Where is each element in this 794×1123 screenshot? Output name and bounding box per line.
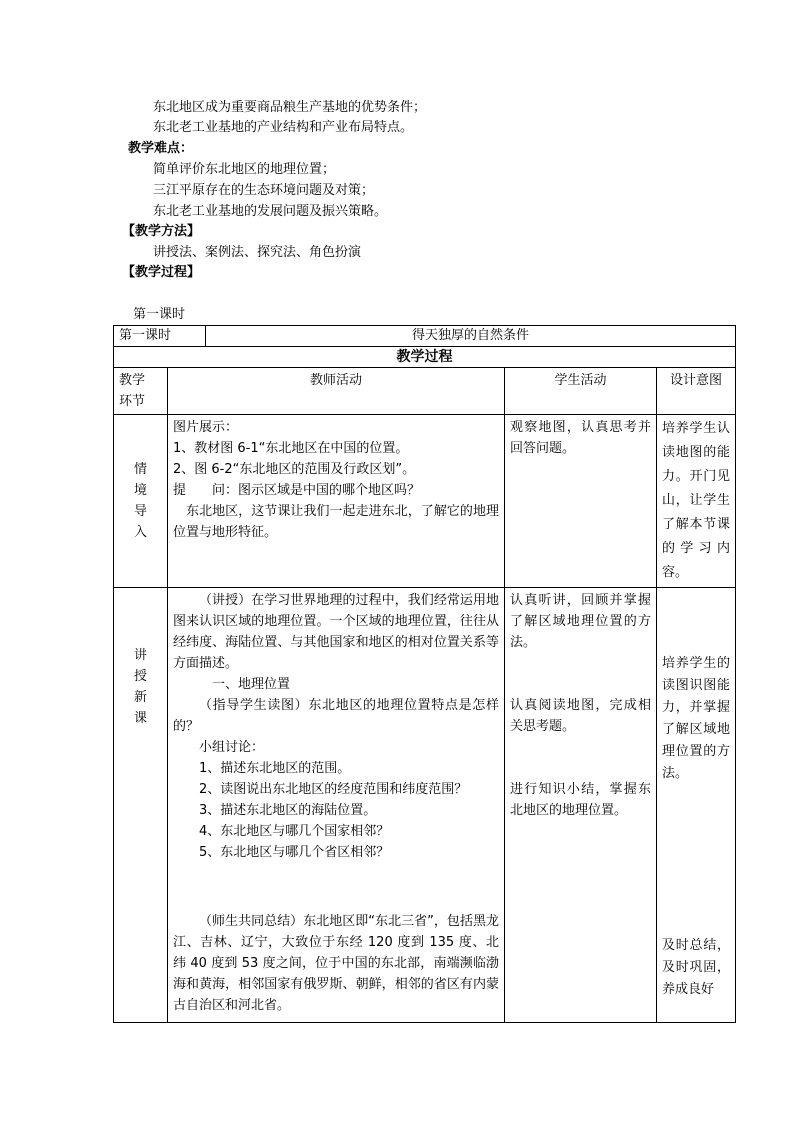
section1-step-char: 境 xyxy=(133,483,147,498)
section2-step-char: 新 xyxy=(133,690,147,705)
section2-teacher-question: 2、读图说出东北地区的经度范围和纬度范围？ xyxy=(199,782,468,797)
section1-teacher-line: 东北地区，这节课让我们一起走进东北，了解它的地理位置与地形特征。 xyxy=(173,504,500,540)
header-teacher: 教师活动 xyxy=(168,368,505,415)
spacer xyxy=(662,785,730,935)
spacer xyxy=(510,758,651,779)
section1-teacher-line: 提 问：图示区域是中国的哪个地区吗？ xyxy=(173,483,421,498)
section1-teacher-line: 1、教材图 6-1“东北地区在中国的位置。 xyxy=(173,441,409,456)
section2-teacher-guide: （指导学生读图）东北地区的地理位置特点是怎样的？ xyxy=(173,698,500,734)
teaching-process-table xyxy=(113,325,736,1023)
difficulty-item-2: 三江平原存在的生态环境问题及对策； xyxy=(153,183,375,198)
section2-student-note: 认真听讲，回顾并掌握了解区域地理位置的方法。 xyxy=(510,593,652,650)
section2-step-char: 授 xyxy=(133,669,147,684)
section1-step xyxy=(114,415,168,588)
spacer xyxy=(510,653,651,674)
section1-step-char: 入 xyxy=(133,525,147,540)
header-student: 学生活动 xyxy=(505,368,657,415)
section1-intent: 培养学生认读地图的能力。开门见山，让学生了解本节课的学习内容。 xyxy=(657,415,736,588)
spacer xyxy=(662,590,730,611)
spacer xyxy=(510,674,651,695)
section2-teacher xyxy=(168,588,505,1023)
lesson-label: 第一课时 xyxy=(133,307,186,322)
section2-intent-note: 培养学生的读图识图能力，并掌握了解区域地理位置的方法。 xyxy=(662,656,731,781)
section2-teacher-question: 5、东北地区与哪几个省区相邻？ xyxy=(199,845,390,860)
section2-step-char: 讲 xyxy=(133,648,147,663)
section2-teacher-intro: （讲授）在学习世界地理的过程中，我们经常运用地图来认识区域的地理位置。一个区域的地理位置，往往从经纬度、海陆位置、与其他国家和地区的相对位置关系等方面描述。 xyxy=(173,593,500,671)
section1-teacher-line: 图片展示： xyxy=(173,420,239,435)
method-heading: 【教学方法】 xyxy=(122,224,201,239)
method-text: 讲授法、案例法、探究法、角色扮演 xyxy=(153,245,362,260)
difficulty-heading: 教学难点： xyxy=(128,141,194,156)
spacer xyxy=(662,632,730,653)
section2-teacher-question: 4、东北地区与哪几个国家相邻？ xyxy=(199,824,390,839)
header-step-text: 教学环节 xyxy=(119,373,146,409)
spacer xyxy=(173,884,499,905)
process-heading: 【教学过程】 xyxy=(122,265,201,280)
section2-step-char: 课 xyxy=(133,711,147,726)
section2-teacher-discuss: 小组讨论： xyxy=(199,740,265,755)
spacer xyxy=(510,737,651,758)
section2-teacher-summary: （师生共同总结）东北地区即“东北三省”，包括黑龙江、吉林、辽宁，大致位于东经 120 度到 135 度、北纬 40 度到 53 度之间，位于中国的东北部，南端濒临渤海和黄海，相邻国家有俄罗斯、朝鲜，相邻的省区有内蒙古自治区和河北省。 xyxy=(173,914,500,1013)
section1-teacher-line: 2、图 6-2“东北地区的范围及行政区划”。 xyxy=(173,462,416,477)
section2-step xyxy=(114,588,168,1023)
header-intent: 设计意图 xyxy=(657,368,736,415)
section2-student-note: 进行知识小结，掌握东北地区的地理位置。 xyxy=(510,782,652,818)
lesson-cell: 第一课时 xyxy=(114,326,206,347)
section2-student xyxy=(505,588,657,1023)
process-title-cell: 教学过程 xyxy=(114,347,736,368)
section1-step-char: 导 xyxy=(133,504,147,519)
spacer xyxy=(173,863,499,884)
section2-teacher-question: 1、描述东北地区的范围。 xyxy=(199,761,351,776)
section2-teacher-subtitle: 一、地理位置 xyxy=(212,677,291,692)
header-step xyxy=(114,368,168,415)
key-point-line-2: 东北老工业基地的产业结构和产业布局特点。 xyxy=(153,120,414,135)
section2-intent-note: 及时总结，及时巩固，养成良好 xyxy=(662,938,731,997)
section1-student: 观察地图，认真思考并回答问题。 xyxy=(505,415,657,588)
spacer xyxy=(662,611,730,632)
section2-student-note: 认真阅读地图，完成相关思考题。 xyxy=(510,698,652,734)
difficulty-item-1: 简单评价东北地区的地理位置； xyxy=(153,162,336,177)
section2-intent xyxy=(657,588,736,1023)
section2-teacher-question: 3、描述东北地区的海陆位置。 xyxy=(199,803,377,818)
difficulty-item-3: 东北老工业基地的发展问题及振兴策略。 xyxy=(153,204,388,219)
section1-step-char: 情 xyxy=(133,462,147,477)
section1-teacher xyxy=(168,415,505,588)
lesson-topic-cell: 得天独厚的自然条件 xyxy=(206,326,736,347)
key-point-line-1: 东北地区成为重要商品粮生产基地的优势条件； xyxy=(153,100,427,115)
